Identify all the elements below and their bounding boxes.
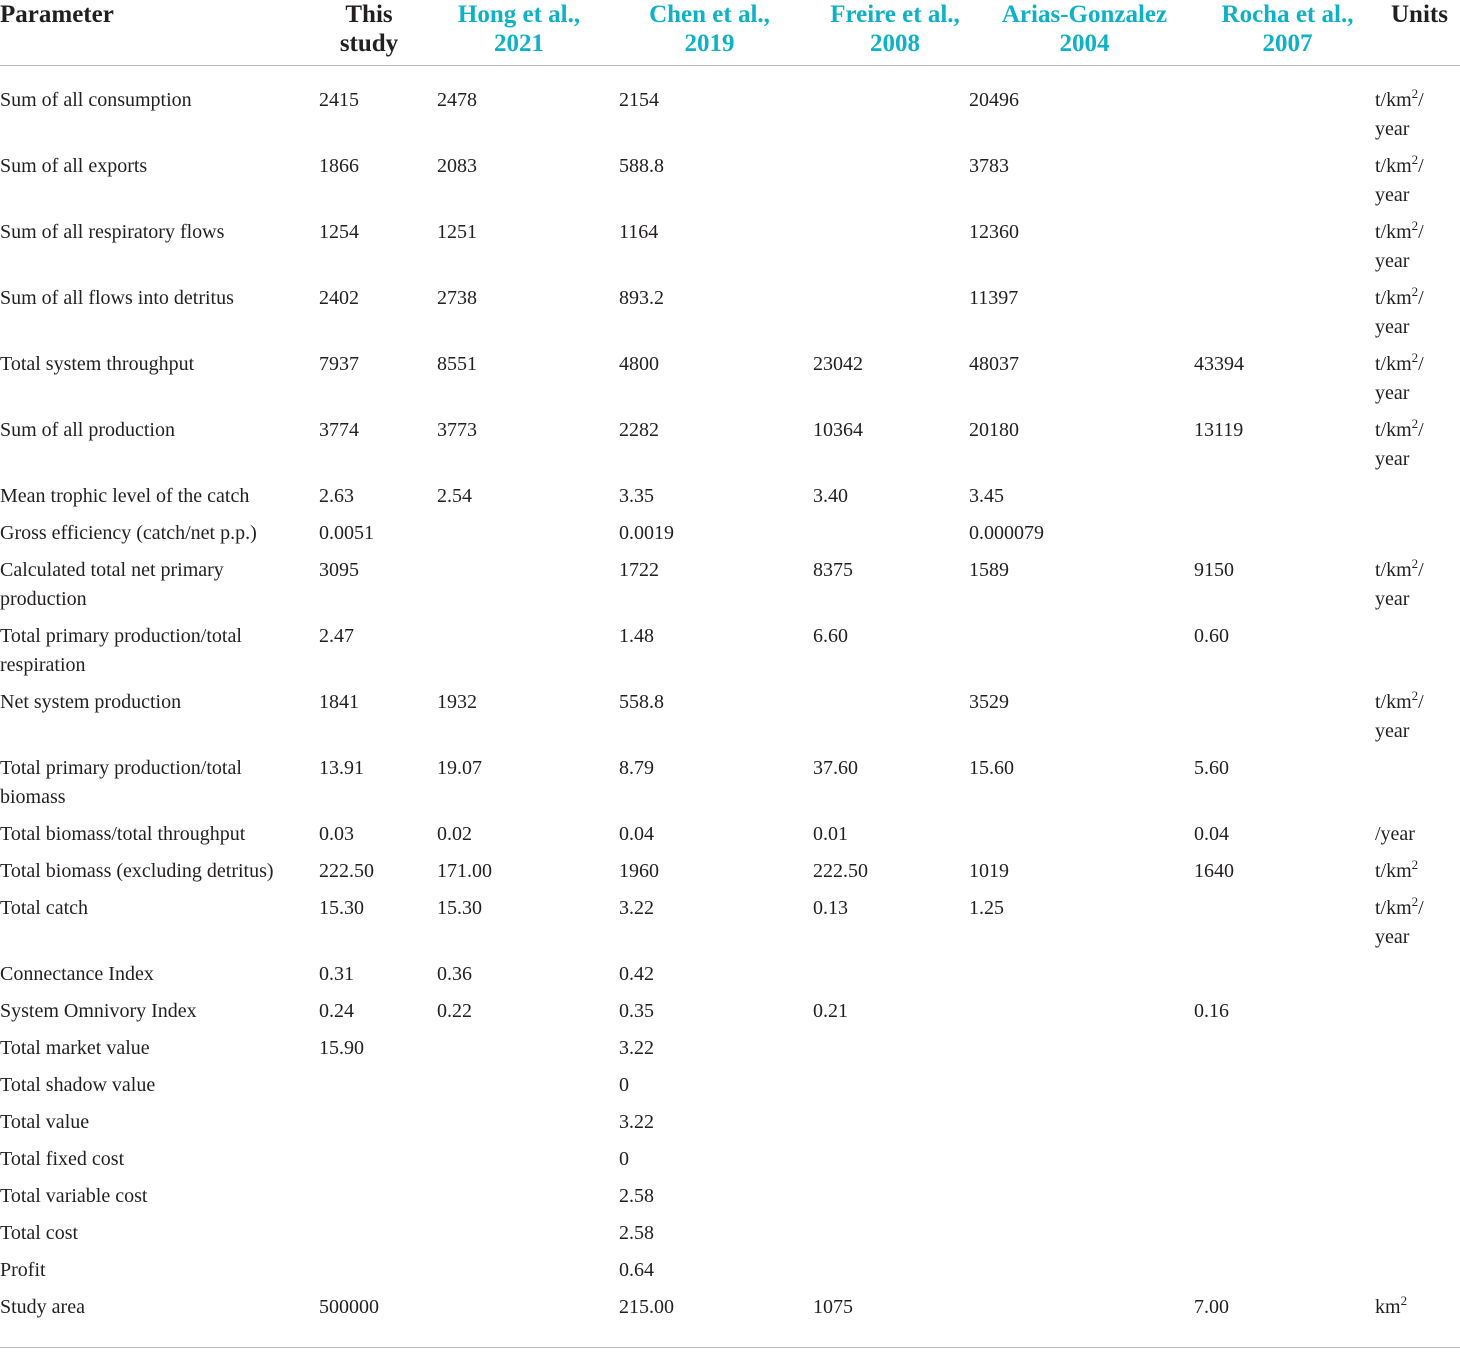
cell-rocha <box>1184 519 1371 556</box>
cell-rocha <box>1184 1219 1371 1256</box>
table-row <box>0 66 1460 152</box>
unit-flow-exp: 2 <box>1411 349 1419 365</box>
cell-this: 0.31 <box>319 962 354 985</box>
table-row <box>0 519 1460 556</box>
cell-rocha: 1640 <box>1194 859 1234 882</box>
cell-hong: 3773 <box>437 418 477 441</box>
header-hong-2021[interactable] <box>437 0 619 66</box>
cell-freire <box>800 960 969 997</box>
cell-this <box>319 1145 437 1182</box>
cell-freire <box>800 152 969 218</box>
cell-parameter: Sum of all consumption <box>0 89 192 111</box>
cell-rocha <box>1184 1182 1371 1219</box>
cell-parameter: Total primary production/total respiration <box>0 624 242 676</box>
cell-this: 1841 <box>319 690 359 713</box>
table-row <box>0 1034 1460 1071</box>
cell-rocha: 0.60 <box>1194 624 1229 647</box>
table-row <box>0 1219 1460 1256</box>
cell-rocha: 9150 <box>1194 558 1234 581</box>
unit-flow-prefix: t/km <box>1375 690 1412 713</box>
cell-parameter: Sum of all production <box>0 418 175 441</box>
cell-freire: 23042 <box>813 352 863 375</box>
unit-flow-exp: 2 <box>1411 893 1419 909</box>
cell-rocha <box>1184 1034 1371 1071</box>
cell-hong <box>437 1071 619 1108</box>
cell-chen: 1.48 <box>619 624 654 647</box>
cell-parameter: Total biomass (excluding detritus) <box>0 859 274 882</box>
cell-chen: 3.22 <box>619 1110 654 1133</box>
unit-flow-prefix: t/km <box>1375 896 1412 919</box>
header-rocha-2007[interactable] <box>1184 0 1371 66</box>
cell-arias <box>969 1145 1184 1182</box>
cell-units <box>1371 1182 1460 1219</box>
unit-flow-prefix: t/km <box>1375 220 1412 243</box>
cell-freire: 37.60 <box>813 756 858 779</box>
header-freire-label[interactable]: Freire et al., 2008 <box>830 1 960 57</box>
cell-freire <box>800 284 969 350</box>
cell-units <box>1371 152 1460 218</box>
cell-hong: 0.22 <box>437 999 472 1022</box>
cell-units <box>1371 857 1460 894</box>
table-row <box>0 1182 1460 1219</box>
unit-flow-suffix: / year <box>1375 418 1424 470</box>
cell-units <box>1371 1145 1460 1182</box>
cell-arias: 1.25 <box>969 896 1004 919</box>
cell-rocha: 7.00 <box>1184 1293 1371 1348</box>
cell-hong <box>437 1108 619 1145</box>
cell-arias <box>969 820 1184 857</box>
cell-hong <box>437 1145 619 1182</box>
cell-parameter: System Omnivory Index <box>0 999 197 1022</box>
cell-arias <box>969 1071 1184 1108</box>
cell-arias <box>969 960 1184 997</box>
cell-arias: 3.45 <box>969 484 1004 507</box>
cell-freire: 3.40 <box>813 484 848 507</box>
unit-flow-exp: 2 <box>1411 151 1419 167</box>
cell-rocha: 13119 <box>1194 418 1244 441</box>
cell-parameter: Total shadow value <box>0 1073 156 1096</box>
unit-flow-exp: 2 <box>1411 283 1419 299</box>
cell-this: 3774 <box>319 418 359 441</box>
table-body <box>0 66 1460 1348</box>
cell-freire: 10364 <box>813 418 863 441</box>
cell-arias <box>969 1256 1184 1293</box>
cell-chen: 0.42 <box>619 962 654 985</box>
unit-flow-suffix: / year <box>1375 896 1424 948</box>
cell-arias: 3783 <box>969 154 1009 177</box>
cell-hong <box>437 1034 619 1071</box>
cell-this: 0.03 <box>319 822 354 845</box>
table-row <box>0 820 1460 857</box>
cell-freire <box>800 1071 969 1108</box>
cell-arias <box>969 997 1184 1034</box>
cell-arias: 48037 <box>969 352 1019 375</box>
cell-hong: 15.30 <box>437 896 482 919</box>
cell-parameter: Gross efficiency (catch/net p.p.) <box>0 521 257 544</box>
cell-arias: 11397 <box>969 286 1019 309</box>
cell-arias <box>969 1293 1184 1348</box>
cell-hong <box>437 622 619 688</box>
cell-chen: 0.04 <box>619 822 654 845</box>
cell-units <box>1371 754 1460 820</box>
table-row <box>0 1071 1460 1108</box>
cell-parameter: Profit <box>0 1258 46 1281</box>
cell-units <box>1371 1293 1460 1348</box>
cell-units <box>1371 622 1460 688</box>
cell-arias <box>969 1219 1184 1256</box>
unit-flow-exp: 2 <box>1411 415 1419 431</box>
cell-chen: 0.0019 <box>619 521 674 544</box>
cell-rocha <box>1184 1256 1371 1293</box>
cell-hong: 1932 <box>437 690 477 713</box>
unit-biomass-prefix: t/km <box>1375 859 1412 882</box>
cell-this: 3095 <box>319 558 359 581</box>
cell-rocha <box>1184 1108 1371 1145</box>
unit-flow-suffix: / year <box>1375 558 1424 610</box>
unit-flow-prefix: t/km <box>1375 154 1412 177</box>
unit-flow-suffix: / year <box>1375 690 1424 742</box>
cell-freire: 222.50 <box>813 859 868 882</box>
header-this-study <box>319 0 437 66</box>
cell-parameter: Study area <box>0 1293 319 1348</box>
cell-freire <box>800 1182 969 1219</box>
header-chen-2019[interactable] <box>619 0 800 66</box>
cell-this: 15.30 <box>319 896 364 919</box>
unit-flow-suffix: / year <box>1375 352 1424 404</box>
cell-parameter: Total value <box>0 1110 90 1133</box>
table-row <box>0 218 1460 284</box>
cell-this: 2415 <box>319 89 359 111</box>
table-row <box>0 416 1460 482</box>
cell-arias: 3529 <box>969 690 1009 713</box>
cell-parameter: Total cost <box>0 1221 79 1244</box>
unit-flow-exp: 2 <box>1411 555 1419 571</box>
cell-units <box>1371 1108 1460 1145</box>
cell-chen: 1960 <box>619 859 659 882</box>
header-hong-label[interactable]: Hong et al., 2021 <box>457 1 581 57</box>
unit-flow-exp: 2 <box>1411 687 1419 703</box>
unit-flow-prefix: t/km <box>1375 89 1412 111</box>
unit-flow-suffix: / year <box>1375 286 1424 338</box>
header-rocha-label[interactable]: Rocha et al., 2007 <box>1221 1 1354 57</box>
cell-units <box>1371 1034 1460 1071</box>
table-row <box>0 997 1460 1034</box>
cell-units <box>1371 284 1460 350</box>
header-parameter: Parameter <box>0 0 319 66</box>
cell-freire <box>800 519 969 556</box>
cell-arias: 20180 <box>969 418 1019 441</box>
cell-hong: 2.54 <box>437 484 472 507</box>
cell-units <box>1371 1219 1460 1256</box>
cell-parameter: Total biomass/total throughput <box>0 822 246 845</box>
table-row <box>0 482 1460 519</box>
cell-chen: 8.79 <box>619 756 654 779</box>
cell-chen: 0 <box>619 1147 629 1170</box>
unit-flow-suffix: / year <box>1375 154 1424 206</box>
cell-units <box>1371 960 1460 997</box>
cell-hong: 19.07 <box>437 756 482 779</box>
cell-parameter: Net system production <box>0 690 182 713</box>
cell-rocha <box>1184 960 1371 997</box>
cell-parameter: Sum of all exports <box>0 154 148 177</box>
cell-this: 2.63 <box>319 484 354 507</box>
cell-rocha <box>1184 66 1371 152</box>
cell-arias: 15.60 <box>969 756 1014 779</box>
cell-rocha <box>1184 1145 1371 1182</box>
cell-this <box>319 1182 437 1219</box>
unit-flow-prefix: t/km <box>1375 558 1412 581</box>
table-row <box>0 1108 1460 1145</box>
cell-chen: 3.22 <box>619 1036 654 1059</box>
cell-hong <box>437 1256 619 1293</box>
cell-parameter: Total system throughput <box>0 352 195 375</box>
cell-rocha <box>1184 152 1371 218</box>
cell-units <box>1371 556 1460 622</box>
cell-units <box>1371 482 1460 519</box>
cell-chen: 1722 <box>619 558 659 581</box>
cell-chen: 588.8 <box>619 154 664 177</box>
cell-this <box>319 1256 437 1293</box>
cell-rocha <box>1184 218 1371 284</box>
cell-this: 2.47 <box>319 624 354 647</box>
cell-chen: 0.64 <box>619 1258 654 1281</box>
cell-parameter: Mean trophic level of the catch <box>0 484 250 507</box>
cell-freire <box>800 1108 969 1145</box>
header-freire-2008[interactable] <box>800 0 969 66</box>
table-row <box>0 622 1460 688</box>
cell-freire: 8375 <box>813 558 853 581</box>
cell-rocha <box>1184 482 1371 519</box>
cell-chen: 3.22 <box>619 896 654 919</box>
unit-flow-prefix: t/km <box>1375 286 1412 309</box>
cell-this: 1254 <box>319 220 359 243</box>
cell-parameter: Total market value <box>0 1036 150 1059</box>
header-arias-2004[interactable] <box>969 0 1184 66</box>
cell-arias: 20496 <box>969 89 1019 111</box>
cell-this <box>319 1219 437 1256</box>
cell-hong <box>437 519 619 556</box>
cell-rocha <box>1184 284 1371 350</box>
cell-units <box>1371 1071 1460 1108</box>
cell-units <box>1371 997 1460 1034</box>
cell-hong: 0.02 <box>437 822 472 845</box>
cell-parameter: Total primary production/total biomass <box>0 756 242 808</box>
cell-units <box>1371 218 1460 284</box>
unit-area-prefix: km <box>1375 1295 1401 1318</box>
cell-arias: 1589 <box>969 558 1009 581</box>
cell-arias <box>969 1108 1184 1145</box>
cell-freire: 1075 <box>800 1293 969 1348</box>
cell-chen: 1164 <box>619 220 659 243</box>
cell-freire: 6.60 <box>813 624 848 647</box>
cell-rocha: 0.16 <box>1194 999 1229 1022</box>
table-row <box>0 688 1460 754</box>
cell-units <box>1371 66 1460 152</box>
unit-flow-prefix: t/km <box>1375 418 1412 441</box>
cell-hong: 171.00 <box>437 859 492 882</box>
unit-per-year: /year <box>1375 822 1415 845</box>
cell-freire: 0.21 <box>813 999 848 1022</box>
table-row <box>0 960 1460 997</box>
cell-chen: 0.35 <box>619 999 654 1022</box>
cell-units <box>1371 894 1460 960</box>
cell-this <box>319 1108 437 1145</box>
cell-chen: 0 <box>619 1073 629 1096</box>
unit-flow-prefix: t/km <box>1375 352 1412 375</box>
cell-rocha: 0.04 <box>1194 822 1229 845</box>
unit-biomass-exp: 2 <box>1411 856 1419 872</box>
unit-flow-suffix: / year <box>1375 89 1424 140</box>
table-row <box>0 556 1460 622</box>
unit-area-exp: 2 <box>1400 1292 1408 1308</box>
table-row <box>0 754 1460 820</box>
cell-arias <box>969 622 1184 688</box>
cell-freire <box>800 1145 969 1182</box>
cell-hong: 1251 <box>437 220 477 243</box>
table-row <box>0 894 1460 960</box>
cell-rocha <box>1184 1071 1371 1108</box>
cell-parameter: Total catch <box>0 896 88 919</box>
cell-hong: 2738 <box>437 286 477 309</box>
cell-parameter: Calculated total net primary production <box>0 558 224 610</box>
table-row <box>0 350 1460 416</box>
cell-this: 7937 <box>319 352 359 375</box>
cell-units <box>1371 519 1460 556</box>
table-row <box>0 857 1460 894</box>
unit-flow-exp: 2 <box>1411 217 1419 233</box>
unit-flow-suffix: / year <box>1375 220 1424 272</box>
cell-rocha <box>1184 688 1371 754</box>
table-row <box>0 284 1460 350</box>
cell-freire <box>800 688 969 754</box>
cell-freire <box>800 1256 969 1293</box>
cell-chen: 893.2 <box>619 286 664 309</box>
cell-chen: 2154 <box>619 89 659 111</box>
cell-hong <box>437 1219 619 1256</box>
cell-arias <box>969 1182 1184 1219</box>
cell-arias: 0.000079 <box>969 521 1044 544</box>
cell-this: 2402 <box>319 286 359 309</box>
cell-hong: 8551 <box>437 352 477 375</box>
cell-arias: 1019 <box>969 859 1009 882</box>
cell-chen: 4800 <box>619 352 659 375</box>
cell-chen: 558.8 <box>619 690 664 713</box>
table-row <box>0 1145 1460 1182</box>
cell-freire <box>800 1034 969 1071</box>
cell-this: 500000 <box>319 1293 437 1348</box>
cell-units <box>1371 820 1460 857</box>
cell-parameter: Sum of all flows into detritus <box>0 286 234 309</box>
table-row <box>0 1293 1460 1348</box>
cell-units <box>1371 416 1460 482</box>
cell-hong: 0.36 <box>437 962 472 985</box>
table-row <box>0 152 1460 218</box>
cell-chen: 2.58 <box>619 1184 654 1207</box>
cell-this: 0.24 <box>319 999 354 1022</box>
cell-chen: 215.00 <box>619 1293 800 1348</box>
cell-chen: 2.58 <box>619 1221 654 1244</box>
cell-parameter: Connectance Index <box>0 962 154 985</box>
cell-hong <box>437 1293 619 1348</box>
cell-hong <box>437 1182 619 1219</box>
cell-rocha <box>1184 894 1371 960</box>
cell-parameter: Total fixed cost <box>0 1147 125 1170</box>
cell-parameter: Sum of all respiratory flows <box>0 220 225 243</box>
cell-freire <box>800 66 969 152</box>
header-units: Units <box>1371 0 1460 66</box>
cell-rocha: 43394 <box>1194 352 1244 375</box>
cell-units <box>1371 688 1460 754</box>
cell-this: 13.91 <box>319 756 364 779</box>
header-this-study-label: This study <box>339 1 399 57</box>
cell-this <box>319 1071 437 1108</box>
header-chen-label[interactable]: Chen et al., 2019 <box>649 1 770 57</box>
cell-hong: 2083 <box>437 154 477 177</box>
header-row <box>0 0 1460 66</box>
cell-hong <box>437 556 619 622</box>
cell-arias <box>969 1034 1184 1071</box>
cell-this: 222.50 <box>319 859 374 882</box>
cell-units <box>1371 350 1460 416</box>
cell-freire <box>800 218 969 284</box>
unit-flow-exp: 2 <box>1411 86 1419 101</box>
cell-units <box>1371 1256 1460 1293</box>
cell-chen: 3.35 <box>619 484 654 507</box>
cell-freire: 0.01 <box>813 822 848 845</box>
cell-freire <box>800 1219 969 1256</box>
cell-arias: 12360 <box>969 220 1019 243</box>
cell-chen: 2282 <box>619 418 659 441</box>
header-arias-label[interactable]: Arias-Gonzalez 2004 <box>1001 1 1168 57</box>
cell-freire: 0.13 <box>813 896 848 919</box>
cell-this: 15.90 <box>319 1036 364 1059</box>
cell-this: 0.0051 <box>319 521 374 544</box>
cell-parameter: Total variable cost <box>0 1184 148 1207</box>
cell-rocha: 5.60 <box>1194 756 1229 779</box>
cell-hong: 2478 <box>437 89 477 111</box>
cell-this: 1866 <box>319 154 359 177</box>
table-row <box>0 1256 1460 1293</box>
